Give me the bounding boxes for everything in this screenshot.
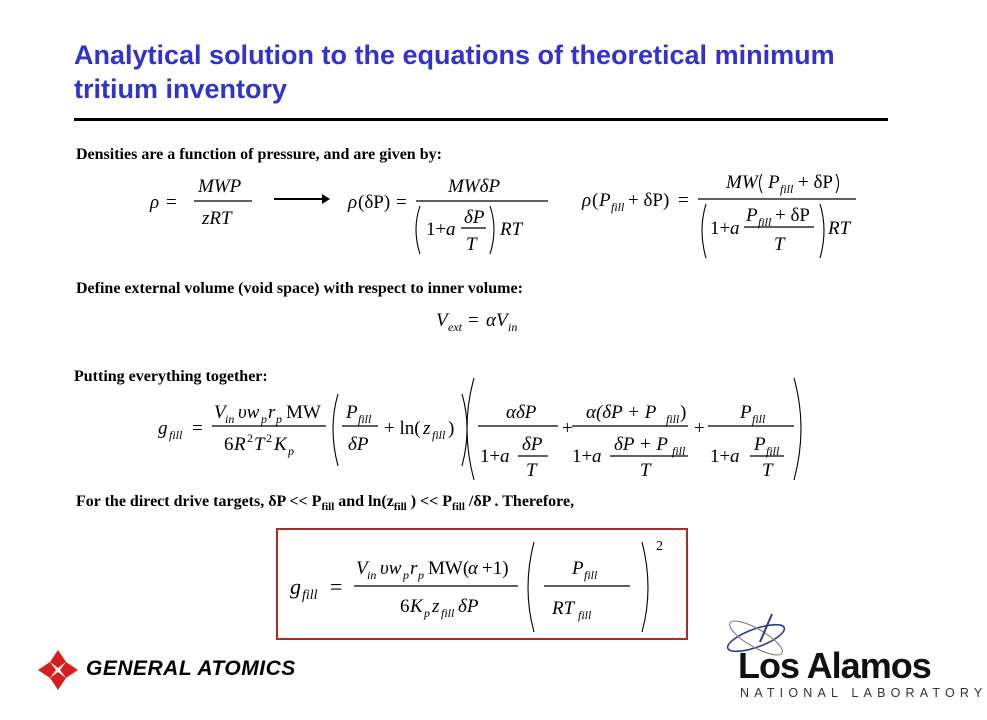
- svg-text:1+: 1+: [426, 219, 447, 240]
- los-alamos-wordmark: Los Alamos: [738, 645, 931, 686]
- svg-text:p: p: [288, 444, 294, 458]
- svg-text:fill: fill: [302, 588, 318, 603]
- svg-text:MW(: MW(: [428, 558, 470, 579]
- together-label: Putting everything together:: [74, 368, 268, 385]
- svg-text:2: 2: [656, 539, 663, 554]
- svg-text:fill: fill: [432, 428, 446, 442]
- svg-text:in: in: [508, 320, 518, 334]
- right-arrow-icon: [272, 192, 332, 206]
- svg-text:p: p: [261, 412, 267, 426]
- direct-drive-label: [76, 493, 574, 513]
- svg-text:fill: fill: [766, 444, 780, 458]
- svg-text:fill: fill: [611, 200, 625, 214]
- direct-drive-mid: and ln(z: [334, 493, 394, 510]
- svg-text:p: p: [418, 568, 424, 582]
- volume-label: Define external volume (void space) with respect to inner volume:: [76, 280, 523, 297]
- svg-text:fill: fill: [780, 182, 794, 196]
- svg-text:α: α: [468, 558, 478, 579]
- svg-text:δP: δP: [348, 434, 369, 455]
- svg-text:1+: 1+: [710, 218, 731, 239]
- svg-text:α(δP + P: α(δP + P: [586, 402, 657, 423]
- svg-text:6: 6: [224, 434, 234, 455]
- gfill-result-equation: [290, 532, 680, 636]
- svg-text:2: 2: [247, 431, 253, 445]
- direct-drive-fill-sub-1: fill: [321, 501, 335, 514]
- svg-text:P: P: [746, 205, 758, 226]
- svg-text:fill: fill: [584, 568, 598, 582]
- svg-text:δP + P: δP + P: [614, 434, 669, 455]
- svg-text:V: V: [356, 558, 368, 579]
- svg-text:T: T: [526, 460, 537, 481]
- svg-text:2: 2: [266, 431, 272, 445]
- svg-text:fill: fill: [672, 444, 686, 458]
- svg-text:r: r: [410, 558, 418, 579]
- svg-text:+: +: [562, 418, 573, 439]
- gfill-full-equation: [158, 374, 808, 486]
- svg-text:ρ: ρ: [348, 192, 358, 213]
- svg-text:fill: fill: [169, 428, 183, 442]
- direct-drive-fill-sub-2: fill: [393, 501, 407, 514]
- svg-text:υw: υw: [238, 402, 260, 423]
- general-atomics-wordmark: GENERAL ATOMICS: [86, 657, 296, 680]
- svg-text:fill: fill: [441, 606, 455, 620]
- svg-text:a: a: [500, 446, 510, 467]
- svg-text:δP: δP: [464, 207, 485, 228]
- svg-text:=: =: [396, 192, 407, 213]
- svg-text:αδP: αδP: [506, 402, 537, 423]
- direct-drive-dp: δP << P: [268, 493, 322, 510]
- svg-text:V: V: [214, 402, 226, 423]
- svg-text:MWδP: MWδP: [448, 176, 501, 197]
- svg-text:T: T: [254, 434, 265, 455]
- svg-text:=: =: [330, 574, 343, 599]
- svg-text:+ δP): + δP): [628, 190, 670, 211]
- svg-text:P: P: [754, 434, 766, 455]
- density-dp-equation: [348, 172, 558, 262]
- los-alamos-subtitle: NATIONAL LABORATORY: [740, 686, 987, 700]
- svg-text:P: P: [346, 402, 358, 423]
- svg-text:RT: RT: [828, 218, 851, 239]
- svg-text:1+: 1+: [480, 446, 501, 467]
- svg-text:p: p: [403, 568, 409, 582]
- direct-drive-fill-sub-3: fill: [452, 501, 465, 514]
- svg-text:T: T: [774, 234, 785, 255]
- density-fill-equation: [582, 170, 872, 262]
- svg-text:T: T: [466, 234, 477, 255]
- svg-text:=: =: [468, 310, 479, 331]
- general-atomics-logo-icon: [36, 648, 80, 692]
- svg-text:(δP): (δP): [358, 192, 391, 213]
- densities-label: Densities are a function of pressure, and are given by:: [76, 146, 442, 163]
- svg-text:V: V: [436, 310, 448, 331]
- svg-text:RT: RT: [500, 219, 523, 240]
- svg-text:ρ: ρ: [582, 190, 592, 211]
- title-divider: [74, 118, 888, 121]
- svg-text:RT: RT: [552, 598, 575, 619]
- svg-text:z: z: [432, 596, 440, 617]
- svg-text:δP: δP: [458, 596, 479, 617]
- svg-text:zRT: zRT: [202, 208, 232, 229]
- svg-text:ρ: ρ: [150, 192, 160, 213]
- svg-text:MW: MW: [726, 172, 758, 193]
- svg-text:1+: 1+: [710, 446, 731, 467]
- svg-text:1+: 1+: [572, 446, 593, 467]
- svg-text:=: =: [166, 192, 177, 213]
- svg-text:): ): [448, 418, 455, 439]
- svg-text:a: a: [730, 446, 740, 467]
- svg-text:+ δP: + δP: [798, 172, 833, 193]
- density-equation: [150, 172, 270, 234]
- svg-text:in: in: [367, 568, 377, 582]
- page-title: Analytical solution to the equations of theoretical minimum tritium inventory: [74, 40, 835, 104]
- svg-text:MWP: MWP: [198, 176, 242, 197]
- svg-text:P: P: [599, 190, 611, 211]
- svg-text:z: z: [423, 418, 431, 439]
- svg-text:+ δP: + δP: [775, 205, 810, 226]
- svg-text:P: P: [740, 402, 752, 423]
- direct-drive-suffix: /δP . Therefore,: [464, 493, 575, 510]
- direct-drive-prefix: For the direct drive targets,: [76, 493, 269, 510]
- svg-text:αV: αV: [486, 310, 508, 331]
- svg-text:T: T: [762, 460, 773, 481]
- svg-text:P: P: [572, 558, 584, 579]
- svg-text:fill: fill: [578, 608, 592, 622]
- svg-text:r: r: [268, 402, 276, 423]
- svg-text:δP: δP: [522, 434, 543, 455]
- volume-equation: [436, 306, 526, 338]
- direct-drive-mid-2: ) << P: [406, 493, 453, 510]
- svg-text:K: K: [274, 434, 287, 455]
- svg-text:=: =: [678, 190, 689, 211]
- svg-text:a: a: [446, 219, 456, 240]
- svg-text:g: g: [290, 574, 301, 599]
- svg-text:g: g: [158, 418, 168, 439]
- svg-text:fill: fill: [758, 215, 772, 229]
- svg-text:=: =: [192, 418, 203, 439]
- svg-text:): ): [680, 402, 687, 423]
- svg-text:6: 6: [400, 596, 410, 617]
- svg-text:P: P: [768, 172, 780, 193]
- svg-text:a: a: [592, 446, 602, 467]
- svg-text:+1): +1): [482, 558, 509, 579]
- svg-text:υw: υw: [380, 558, 402, 579]
- svg-text:ext: ext: [448, 320, 462, 334]
- svg-text:fill: fill: [752, 412, 766, 426]
- svg-text:p: p: [424, 606, 430, 620]
- svg-text:fill: fill: [666, 412, 680, 426]
- svg-text:K: K: [410, 596, 423, 617]
- svg-text:a: a: [730, 218, 740, 239]
- svg-text:(: (: [592, 190, 599, 211]
- svg-text:+: +: [694, 418, 705, 439]
- svg-text:R: R: [234, 434, 246, 455]
- svg-text:+ ln(: + ln(: [384, 418, 421, 439]
- svg-text:T: T: [640, 460, 651, 481]
- svg-text:in: in: [225, 412, 235, 426]
- svg-text:fill: fill: [358, 412, 372, 426]
- svg-text:MW: MW: [286, 402, 321, 423]
- svg-text:p: p: [276, 412, 282, 426]
